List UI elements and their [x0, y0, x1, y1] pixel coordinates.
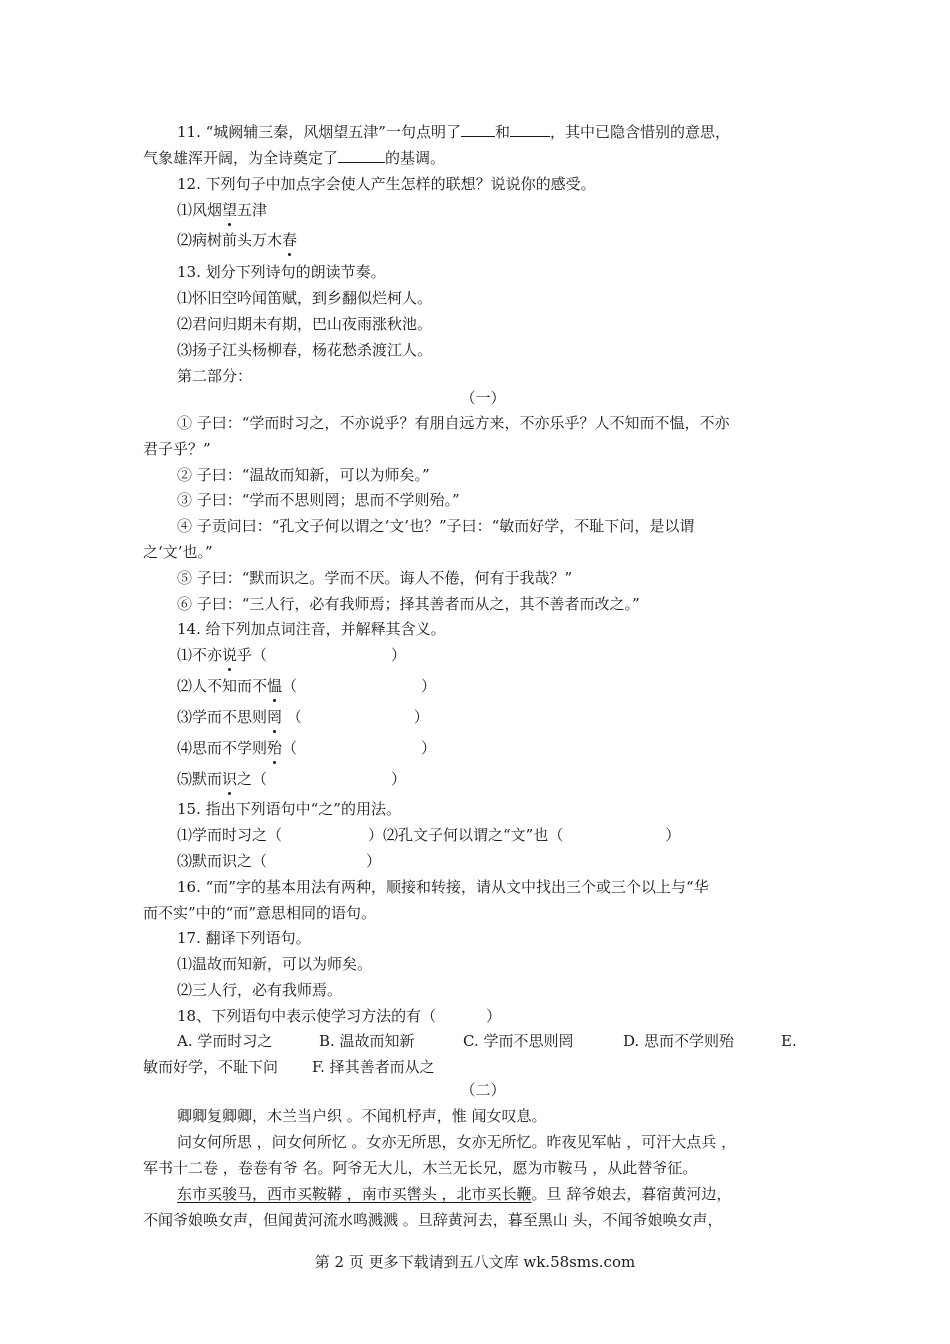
option-a: A. 学而时习之 [177, 1032, 273, 1050]
answer-blank[interactable] [461, 122, 495, 137]
underlined-text: 东市买骏马，西市买鞍鞯 ，南市买辔头 ，北市买长鞭 [177, 1185, 532, 1203]
q11-text: 的基调。 [385, 149, 446, 167]
item-text: ⑴不亦 [177, 646, 223, 664]
q13-item3: ⑶扬子江头杨柳春，杨花愁杀渡江人。 [177, 341, 433, 359]
item-text: 之（ [237, 770, 268, 788]
passage-para: ③ 子曰：“学而不思则罔；思而不学则殆。” [177, 491, 460, 509]
q13-stem: 13. 划分下列诗句的朗读节奏。 [177, 263, 386, 281]
item-text: 五津 [237, 201, 268, 219]
option-e: E. [781, 1032, 797, 1050]
page-footer: 第 2 页 更多下载请到五八文库 wk.58sms.com [314, 1253, 636, 1271]
option-b: B. 温故而知新 [319, 1032, 415, 1050]
dotted-char: 说 [222, 646, 238, 664]
item-text: 乎（ [237, 646, 268, 664]
section-two-heading: （二） [460, 1081, 506, 1099]
option-e-text: 敏而好学，不耻下问 [143, 1058, 279, 1076]
item-text: ⑴风烟 [177, 201, 223, 219]
dotted-char: 识 [222, 770, 238, 788]
mulan-line: 卿卿复卿卿，木兰当户织 。不闻机杼声，惟 闻女叹息。 [177, 1107, 547, 1125]
mulan-line: 军书十二卷 ，卷卷有爷 名。阿爷无大儿，木兰无长兄，愿为市鞍马 ，从此替爷征。 [143, 1159, 698, 1177]
item-text: ⑵病树前头万木 [177, 231, 283, 249]
mulan-line: 问女何所思 ，问女何所忆 。女亦无所思，女亦无所忆。昨夜见军帖 ，可汗大点兵 ， [177, 1133, 737, 1151]
q13-item2: ⑵君问归期未有期，巴山夜雨涨秋池。 [177, 315, 433, 333]
dotted-char: 殆 [267, 739, 283, 757]
item-text: ） [391, 770, 407, 788]
q14-item5 [177, 769, 406, 789]
item-text: ） [366, 852, 382, 870]
item-text: ） [421, 739, 437, 757]
q15-stem: 15. 指出下列语句中“之”的用法。 [177, 800, 401, 818]
passage-para: ④ 子贡问曰：“孔文子何以谓之‘文’也？”子曰：“敏而好学，不耻下问，是以谓 [177, 517, 695, 535]
q14-stem: 14. 给下列加点词注音，并解释其含义。 [177, 620, 446, 638]
q11-line1 [177, 122, 730, 142]
dotted-char: 愠 [267, 677, 283, 695]
item-text: ⑶默而识之（ [177, 852, 268, 870]
q17-stem: 17. 翻译下列语句。 [177, 929, 311, 947]
q11-text: 气象雄浑开阔，为全诗奠定了 [143, 149, 339, 167]
option-f: F. 择其善者而从之 [312, 1058, 435, 1076]
item-text: ⑵人不知而不 [177, 677, 268, 695]
item-text: ⑶学而不思则 [177, 708, 268, 726]
option-d: D. 思而不学则殆 [623, 1032, 735, 1050]
item-text: ⑷思而不学则 [177, 739, 268, 757]
dotted-char: 罔 [267, 708, 283, 726]
dotted-char: 望 [222, 201, 238, 219]
passage-para: ① 子曰：“学而时习之，不亦说乎？有朋自远方来，不亦乐乎？人不知而不愠，不亦 [177, 414, 730, 432]
q12-item2 [177, 230, 297, 250]
passage-para: ⑥ 子曰：“三人行，必有我师焉；择其善者而从之，其不善者而改之。” [177, 595, 640, 613]
q17-item1: ⑴温故而知新，可以为师矣。 [177, 955, 373, 973]
item-text: （ [282, 739, 298, 757]
answer-blank[interactable] [510, 122, 550, 137]
q11-text: 和 [494, 123, 510, 141]
section-one-heading: （一） [460, 389, 506, 407]
mulan-line [177, 1184, 731, 1204]
q14-item2 [177, 676, 436, 696]
q14-item1 [177, 645, 406, 665]
answer-blank[interactable] [338, 148, 385, 163]
item-text: （ [282, 708, 302, 726]
q11-line2 [143, 148, 445, 168]
item-text: ）⑵孔文子何以谓之“文”也（ [368, 826, 564, 844]
q18-options-cont [143, 1057, 435, 1077]
q15-item1 [177, 825, 680, 845]
dotted-char: 春 [282, 231, 298, 249]
q14-item3 [177, 707, 429, 727]
item-text: ） [421, 677, 437, 695]
q12-item1 [177, 200, 267, 220]
q16-line2: 而不实”中的“而”意思相同的语句。 [143, 904, 377, 922]
mulan-line: 不闻爷娘唤女声，但闻黄河流水鸣溅溅 。旦辞黄河去，暮至黑山 头，不闻爷娘唤女声， [143, 1211, 723, 1229]
q16-line1: 16. “而”字的基本用法有两种，顺接和转接，请从文中找出三个或三个以上与“华 [177, 878, 709, 896]
item-text: ） [391, 646, 407, 664]
q11-text: 11. “城阙辅三秦，风烟望五津”一句点明了 [177, 123, 461, 141]
part-two-heading: 第二部分： [177, 367, 253, 385]
q13-item1: ⑴怀旧空吟闻笛赋，到乡翻似烂柯人。 [177, 289, 433, 307]
item-text: 18、下列语句中表示使学习方法的有（ [177, 1007, 437, 1025]
passage-para: 君子乎？” [143, 440, 211, 458]
q12-stem: 12. 下列句子中加点字会使人产生怎样的联想？说说你的感受。 [177, 175, 596, 193]
q14-item4 [177, 738, 436, 758]
item-text: （ [282, 677, 298, 695]
mulan-text: 。旦 辞爷娘去，暮宿黄河边， [531, 1185, 732, 1203]
q11-text: ，其中已隐含惜别的意思， [549, 123, 730, 141]
option-c: C. 学而不思则罔 [463, 1032, 574, 1050]
passage-para: ⑤ 子曰：“默而识之。学而不厌。诲人不倦，何有于我哉？” [177, 569, 573, 587]
item-text: ⑸默而 [177, 770, 223, 788]
q18-stem [177, 1006, 501, 1026]
item-text: ） [486, 1007, 502, 1025]
item-text: ） [413, 708, 429, 726]
item-text: ⑴学而时习之（ [177, 826, 283, 844]
passage-para: 之‘文’也。” [143, 543, 213, 561]
q17-item2: ⑵三人行，必有我师焉。 [177, 981, 343, 999]
item-text: ） [665, 826, 681, 844]
q15-item3 [177, 851, 381, 871]
passage-para: ② 子曰：“温故而知新，可以为师矣。” [177, 466, 430, 484]
